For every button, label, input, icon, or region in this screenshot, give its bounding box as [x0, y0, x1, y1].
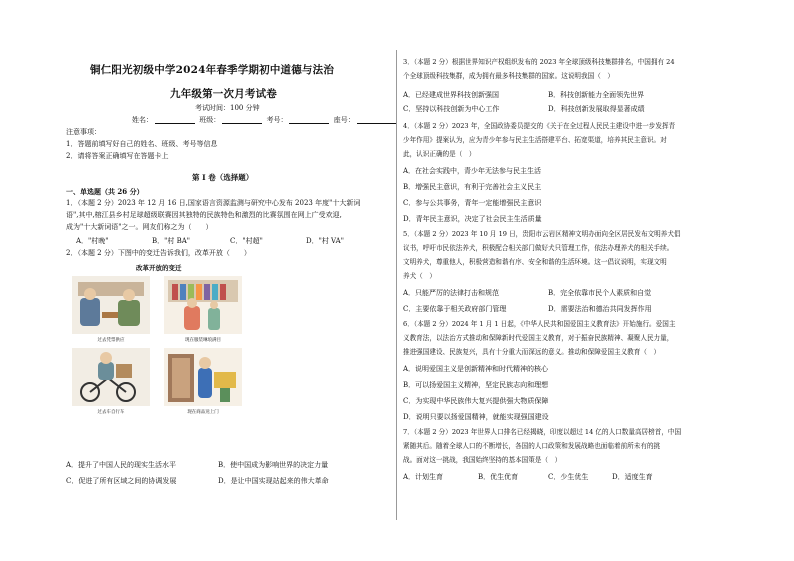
q1-stem-line: 成为"十大新词语"之一。网友们称之为（ ） [66, 223, 213, 231]
q2-illustration-3 [72, 348, 150, 406]
q4-option-c[interactable]: C．参与公共事务，青年一定能增强民主意识 [403, 199, 542, 207]
note-item: 2．请将答案正确填写在答题卡上 [66, 152, 169, 160]
q1-option-a[interactable]: A．"村晚" [76, 237, 109, 245]
q2-option-a[interactable]: A．提升了中国人民的现实生活水平 [66, 461, 177, 469]
q6-option-b[interactable]: B．可以扬爱国主义精神，坚定民族志向和理想 [403, 381, 549, 389]
q4-option-d[interactable]: D．青年民主意识，决定了社会民主生活质量 [403, 215, 542, 223]
q4-stem-line: 少年作用》提案认为，应为青少年参与民主生活搭建平台、拓宽渠道，培养其民主意识。对 [403, 136, 667, 144]
q2-image-title: 改革开放的变迁 [136, 264, 182, 272]
q5-stem-line: 文明养犬，尊重他人，积极营造和谐有序、安全和谐的生活环境。这一倡议说明，实现文明 [403, 258, 667, 266]
q2-option-c[interactable]: C．促进了所有区域之间的协调发展 [66, 477, 177, 485]
q6-option-c[interactable]: C．为实现中华民族伟大复兴提供强大物质保障 [403, 397, 549, 405]
q1-stem-line: 语",其中,榕江县乡村足球超级联赛因其独特的民族特色和激烈的比赛氛围在网上广受欢迎, [66, 211, 342, 219]
q7-option-a[interactable]: A．计划生育 [403, 473, 444, 481]
q3-option-d[interactable]: D．科技创新发展取得显著成绩 [548, 105, 645, 113]
q2-caption-2: 现在服装琳琅满目 [185, 338, 221, 343]
q7-option-c[interactable]: C．少生优生 [548, 473, 589, 481]
q7-option-d[interactable]: D．适度生育 [612, 473, 653, 481]
q4-stem-line: 4．（本题 2 分）2023 年，全国政协委员提交的《关于在全过程人民民主建设中进一步发挥青 [403, 122, 676, 130]
q4-stem-line: 此，认识正确的是（ ） [403, 150, 476, 158]
class-field-label: 班级： [199, 116, 221, 124]
q5-stem-line: 养犬（ ） [403, 272, 436, 280]
note-item: 1．答题前填写好自己的姓名、班级、考号等信息 [66, 140, 218, 148]
q6-option-d[interactable]: D．说明只要以扬爱国精神，就能实现强国建设 [403, 413, 549, 421]
q2-option-b[interactable]: B．使中国成为影响世界的决定力量 [218, 461, 329, 469]
seat-field[interactable] [357, 117, 397, 124]
section1-title: 一、单选题（共 26 分） [66, 187, 144, 196]
q5-stem-line: 议书，呼吁市民依法养犬，积极配合相关部门做好犬只管理工作，依法办理养犬的相关手续。 [403, 244, 674, 252]
column-divider [396, 50, 397, 520]
exam-id-field[interactable] [289, 117, 329, 124]
q2-stem: 2．（本题 2 分）下图中的变迁告诉我们，改革开放（ ） [66, 249, 251, 257]
exam-title: 铜仁阳光初级中学2024年春季学期初中道德与法治 [90, 64, 335, 76]
student-info-fields [132, 116, 399, 125]
q2-illustration-1 [72, 276, 150, 334]
q1-option-b[interactable]: B．"村 BA" [152, 237, 191, 245]
q3-stem-line: 3．（本题 2 分）根据世界知识产权组织发布的 2023 年全球顶级科技集群排名，中国拥有 24 [403, 58, 675, 66]
q3-option-a[interactable]: A．已经建成世界科技创新强国 [403, 91, 500, 99]
q1-option-c[interactable]: C．"村超" [230, 237, 263, 245]
q4-option-a[interactable]: A．在社会实践中，青少年无法参与民主生活 [403, 167, 542, 175]
notes-title: 注意事项： [66, 128, 101, 136]
q1-stem-line: 1．（本题 2 分）2023 年 12 月 16 日,国家语言资源监测与研究中心发布 2023 年度"十大新词 [66, 199, 361, 207]
exam-time: 考试时间：100 分钟 [195, 104, 260, 112]
q5-stem-line: 5．（本题 2 分）2023 年 10 月 19 日，贵阳市云岩区精神文明办面向全区居民发布文明养犬倡 [403, 230, 681, 238]
q5-option-a[interactable]: A．只能严厉的法律打击和规范 [403, 289, 500, 297]
q6-stem-line: 义教育法，以法治方式推动和保障新时代爱国主义教育，对于振奋民族精神、凝聚人民力量， [403, 334, 674, 342]
part1-title: 第 I 卷（选择题） [192, 173, 254, 182]
q2-caption-1: 过去凭票供应 [97, 338, 125, 343]
q2-option-d[interactable]: D．是让中国实现站起来的伟大革命 [218, 477, 329, 485]
seat-field-label: 座号： [333, 116, 355, 124]
q7-stem-line: 战。面对这一挑战，我国始终坚持的基本国策是（ ） [403, 456, 562, 464]
q2-illustration-4 [164, 348, 242, 406]
q3-stem-line: 个全球顶级科技集群，成为拥有最多科技集群的国家。这说明我国（ ） [403, 72, 614, 80]
q5-option-d[interactable]: D．需要法治和德治共同发挥作用 [548, 305, 652, 313]
q4-option-b[interactable]: B．增强民主意识，有利于完善社会主义民主 [403, 183, 542, 191]
q2-caption-4: 现在商品送上门 [187, 410, 219, 415]
q6-stem-line: 推进强国建设、民族复兴，具有十分重大而深远的意义。推动和保障爱国主义教育（ ） [403, 348, 661, 356]
q5-option-c[interactable]: C．主要依靠于相关政府部门管理 [403, 305, 507, 313]
q6-option-a[interactable]: A．说明爱国主义是创新精神和时代精神的核心 [403, 365, 549, 373]
q1-option-d[interactable]: D．"村 VA" [306, 237, 344, 245]
class-field[interactable] [222, 117, 262, 124]
q7-option-b[interactable]: B．优生优育 [478, 473, 519, 481]
q2-caption-3: 过去车自行车 [97, 410, 125, 415]
q6-stem-line: 6．（本题 2 分）2024 年 1 月 1 日起，《中华人民共和国爱国主义教育法》开始施行。爱国主 [403, 320, 676, 328]
q3-option-c[interactable]: C．坚持以科技创新为中心工作 [403, 105, 500, 113]
q3-option-b[interactable]: B．科技创新能力全面领先世界 [548, 91, 645, 99]
name-field[interactable] [155, 117, 195, 124]
name-field-label: 姓名： [132, 116, 153, 124]
q7-stem-line: 紧随其后。随着全球人口的不断增长，各国的人口政策和发展战略也面临着前所未有的挑 [403, 442, 661, 450]
exam-subtitle: 九年级第一次月考试卷 [170, 88, 277, 100]
q7-stem-line: 7．（本题 2 分）2023 年世界人口排名已经揭晓，印度以超过 14 亿的人口数量高居榜首，中国 [403, 428, 682, 436]
exam-id-field-label: 考号： [266, 116, 288, 124]
q5-option-b[interactable]: B．完全依靠市民个人素质和自觉 [548, 289, 652, 297]
q2-illustration-2 [164, 276, 242, 334]
